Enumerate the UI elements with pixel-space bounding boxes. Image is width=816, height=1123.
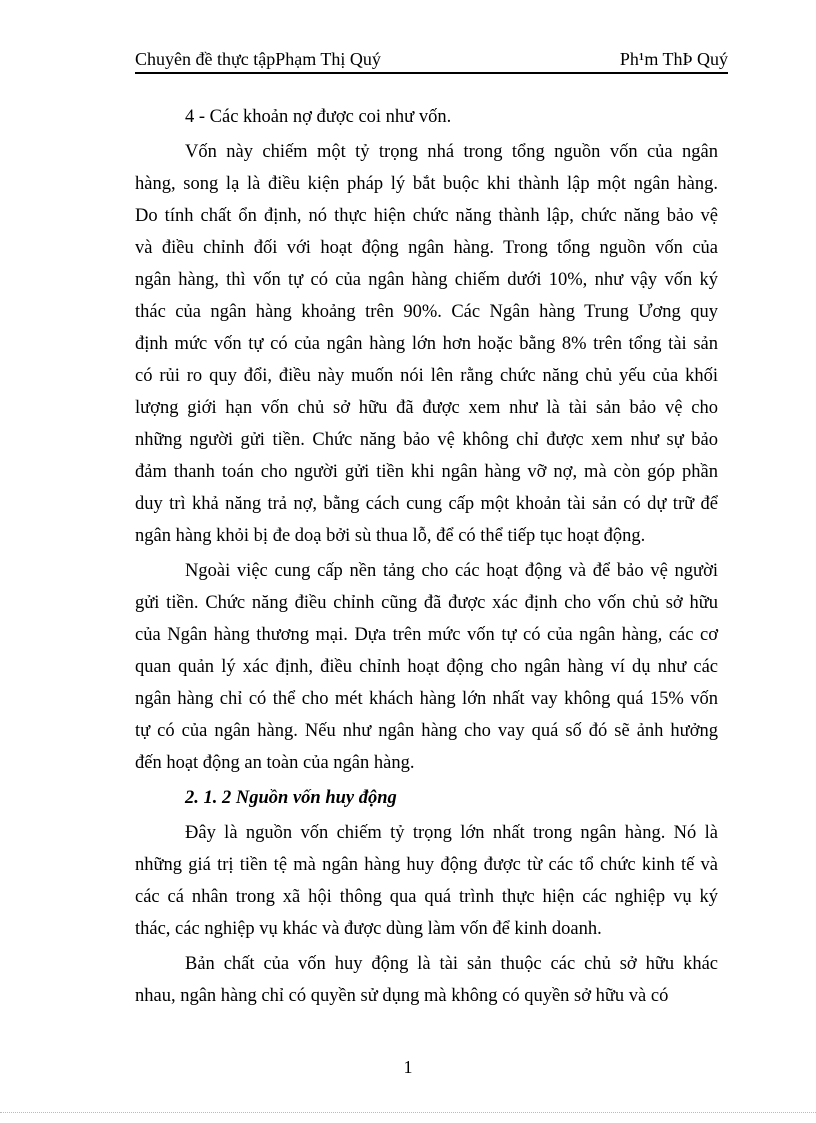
paragraph-line: Vốn này chiếm một tỷ trọng nhá trong tổng nguồn vốn của ngân bbox=[185, 142, 718, 162]
paragraph-line: Bản chất của vốn huy động là tài sản thuộc các chủ sở hữu khác bbox=[185, 954, 718, 974]
paragraph bbox=[135, 555, 718, 779]
section-heading: 2. 1. 2 Nguồn vốn huy động bbox=[185, 788, 397, 808]
paragraph-line: của Ngân hàng thương mại. Dựa trên mức vốn tự có của ngân hàng, các cơ bbox=[135, 625, 718, 645]
paragraph-line: lượng giới hạn vốn chủ sở hữu đã được xem như là tài sản bảo vệ cho bbox=[135, 398, 718, 418]
paragraph-line: và điều chỉnh đối với hoạt động ngân hàng. Trong tổng nguồn vốn của bbox=[135, 238, 718, 258]
paragraph-line: định mức vốn tự có của ngân hàng lớn hơn hoặc bằng 8% trên tổng tài sản bbox=[135, 334, 718, 354]
paragraph-line: đến hoạt động an toàn của ngân hàng. bbox=[135, 753, 415, 773]
paragraph-line: Đây là nguồn vốn chiếm tỷ trọng lớn nhất trong ngân hàng. Nó là bbox=[185, 823, 718, 843]
paragraph-line: đảm thanh toán cho người gửi tiền khi ngân hàng vỡ nợ, mà còn góp phần bbox=[135, 462, 718, 482]
paragraph-line: Ngoài việc cung cấp nền tảng cho các hoạt động và để bảo vệ người bbox=[185, 561, 718, 581]
paragraph-line: thác của ngân hàng khoảng trên 90%. Các Ngân hàng Trung Ương quy bbox=[135, 302, 718, 322]
paragraph-line: những người gửi tiền. Chức năng bảo vệ không chỉ được xem như sự bảo bbox=[135, 430, 718, 450]
paragraph-line: ngân hàng chỉ có thể cho mét khách hàng lớn nhất vay không quá 15% vốn bbox=[135, 689, 718, 709]
paragraph bbox=[135, 817, 718, 945]
page-header bbox=[135, 48, 728, 74]
header-right-text: Ph¹m ThÞ Quý bbox=[619, 49, 728, 69]
paragraph-line: hàng, song lạ là điều kiện pháp lý bắt buộc khi thành lập một ngân hàng. bbox=[135, 174, 718, 194]
paragraph-line: Do tính chất ổn định, nó thực hiện chức năng thành lập, chức năng bảo vệ bbox=[135, 206, 718, 226]
document-body bbox=[135, 101, 718, 1015]
paragraph-line: tự có của ngân hàng. Nếu như ngân hàng cho vay quá số đó sẽ ảnh hưởng bbox=[135, 721, 718, 741]
paragraph-line: quan quản lý xác định, điều chỉnh hoạt động cho ngân hàng ví dụ như các bbox=[135, 657, 718, 677]
paragraph-line: ngân hàng, thì vốn tự có của ngân hàng chiếm dưới 10%, như vậy vốn ký bbox=[135, 270, 718, 290]
paragraph-line: có rủi ro quy đổi, điều này muốn nói lên rằng chức năng chủ yếu của khối bbox=[135, 366, 718, 386]
paragraph-line: nhau, ngân hàng chỉ có quyền sử dụng mà không có quyền sở hữu và có bbox=[135, 986, 669, 1006]
paragraph-line: thác, các nghiệp vụ khác và được dùng làm vốn để kinh doanh. bbox=[135, 919, 602, 939]
paragraph-line: ngân hàng khỏi bị đe doạ bởi sù thua lỗ, để có thể tiếp tục hoạt động. bbox=[135, 526, 646, 546]
paragraph-line: những giá trị tiền tệ mà ngân hàng huy động được từ các tổ chức kinh tế và bbox=[135, 855, 718, 875]
paragraph bbox=[135, 948, 718, 1012]
page-boundary-divider bbox=[0, 1112, 816, 1113]
paragraph bbox=[135, 136, 718, 552]
paragraph-line: các cá nhân trong xã hội thông qua quá trình thực hiện các nghiệp vụ ký bbox=[135, 887, 718, 907]
page-number: 1 bbox=[403, 1057, 413, 1077]
section-heading: 4 - Các khoản nợ được coi như vốn. bbox=[185, 107, 452, 127]
header-left-text: Chuyên đề thực tậpPhạm Thị Quý bbox=[135, 49, 381, 69]
paragraph-line: duy trì khả năng trả nợ, bằng cách cung cấp một khoản tài sản có dự trữ để bbox=[135, 494, 718, 514]
paragraph-line: gửi tiền. Chức năng điều chỉnh cũng đã được xác định cho vốn chủ sở hữu bbox=[135, 593, 718, 613]
